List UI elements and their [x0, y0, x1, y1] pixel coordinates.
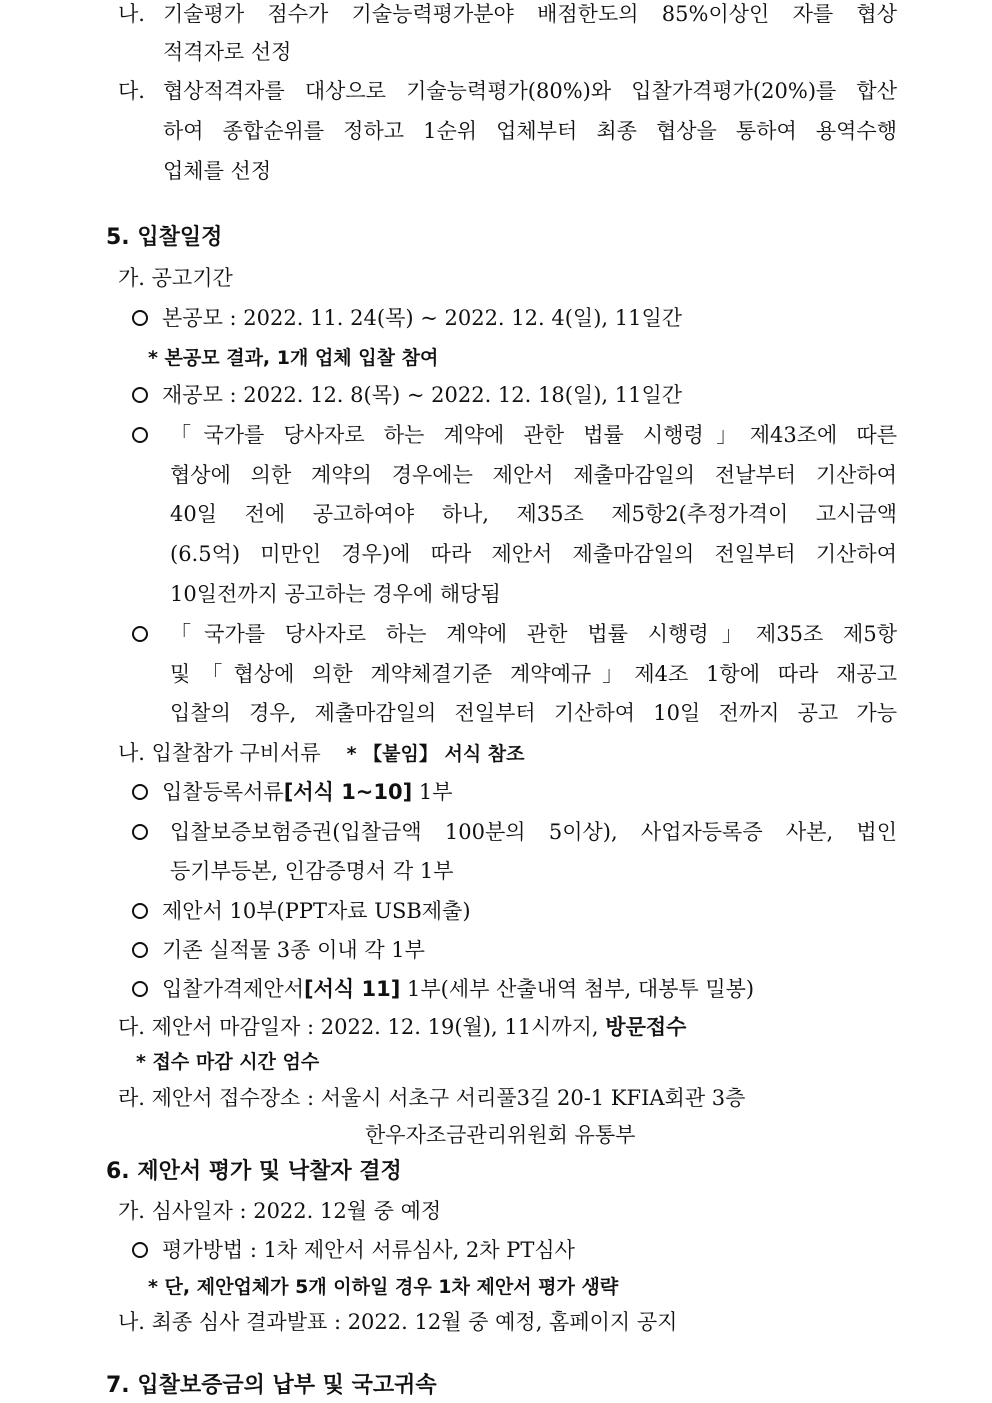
sec5-bullet-3-line5: 10일전까지 공고하는 경우에 해당됨: [170, 582, 501, 606]
bullet-circle-icon: [132, 387, 148, 403]
sec4-na-line1: 기술평가 점수가 기술능력평가분야 배점한도의 85%이상인 자를 협상: [163, 2, 897, 26]
sec5-bullet-3-line2: 협상에 의한 계약의 경우에는 제안서 제출마감일의 전날부터 기산하여: [170, 463, 897, 487]
sec4-da-label: 다.: [118, 79, 145, 103]
sec5-bullet-3-line3: 40일 전에 공고하여야 하나, 제35조 제5항2(추정가격이 고시금액: [170, 502, 897, 526]
sec5-bullet-3-marker: [132, 421, 162, 449]
sec5-da-note: * 접수 마감 시간 엄수: [136, 1051, 320, 1073]
sec4-da-line3: 업체를 선정: [163, 159, 272, 183]
sec4-na-line2: 적격자로 선정: [163, 40, 292, 64]
bullet-circle-icon: [132, 981, 148, 997]
sec6-bullet-1: 평가방법 : 1차 제안서 서류심사, 2차 PT심사: [132, 1236, 575, 1264]
sec5-na: 나. 입찰참가 구비서류 * 【붙임】 서식 참조: [118, 741, 525, 765]
sec5-ga: 가. 공고기간: [118, 266, 233, 290]
bullet-circle-icon: [132, 310, 148, 326]
sec5-bullet-1: 본공모 : 2022. 11. 24(목) ~ 2022. 12. 4(일), 11일간: [132, 304, 682, 332]
sec6-na: 나. 최종 심사 결과발표 : 2022. 12월 중 예정, 홈페이지 공지: [118, 1310, 678, 1334]
sec5-doc-5: 입찰가격제안서[서식 11] 1부(세부 산출내역 첨부, 대봉투 밀봉): [132, 975, 754, 1003]
sec5-doc-2-marker: [132, 818, 162, 846]
sec5-bullet-4-marker: [132, 620, 162, 648]
bullet-circle-icon: [132, 1242, 148, 1258]
bullet-circle-icon: [132, 903, 148, 919]
sec5-note-1: * 본공모 결과, 1개 업체 입찰 참여: [148, 347, 439, 369]
sec5-bullet-2: 재공모 : 2022. 12. 8(목) ~ 2022. 12. 18(일), 11일간: [132, 381, 682, 409]
bullet-circle-icon: [132, 784, 148, 800]
sec4-da-line2: 하여 종합순위를 정하고 1순위 업체부터 최종 협상을 통하여 용역수행: [163, 119, 897, 143]
sec5-ra-line1: 라. 제안서 접수장소 : 서울시 서초구 서리풀3길 20-1 KFIA회관 3층: [118, 1086, 746, 1110]
sec5-da: 다. 제안서 마감일자 : 2022. 12. 19(월), 11시까지, 방문접수: [118, 1015, 687, 1039]
bullet-circle-icon: [132, 942, 148, 958]
sec5-na-note: * 【붙임】 서식 참조: [346, 743, 525, 765]
sec5-doc-2-line2: 등기부등본, 인감증명서 각 1부: [170, 859, 454, 883]
sec5-ra-line2: 한우자조금관리위원회 유통부: [365, 1123, 636, 1147]
sec6-ga: 가. 심사일자 : 2022. 12월 중 예정: [118, 1199, 442, 1223]
sec5-bullet-3-line4: (6.5억) 미만인 경우)에 따라 제안서 제출마감일의 전일부터 기산하여: [170, 542, 897, 566]
sec5-doc-1: 입찰등록서류[서식 1~10] 1부: [132, 778, 453, 806]
sec5-doc-3: 제안서 10부(PPT자료 USB제출): [132, 897, 471, 925]
bullet-circle-icon: [132, 626, 148, 642]
sec5-bullet-3-line1: 「국가를 당사자로 하는 계약에 관한 법률 시행령」제43조에 따른: [170, 423, 897, 447]
sec4-na-label: 나.: [118, 2, 145, 26]
sec5-bullet-4-line2: 및「협상에 의한 계약체결기준 계약예규」제4조 1항에 따라 재공고: [170, 662, 897, 686]
sec5-bullet-4-line3: 입찰의 경우, 제출마감일의 전일부터 기산하여 10일 전까지 공고 가능: [170, 701, 897, 725]
section-7-title: 7. 입찰보증금의 납부 및 국고귀속: [106, 1373, 437, 1398]
sec5-bullet-4-line1: 「국가를 당사자로 하는 계약에 관한 법률 시행령」제35조 제5항: [170, 622, 897, 646]
sec5-doc-2-line1: 입찰보증보험증권(입찰금액 100분의 5이상), 사업자등록증 사본, 법인: [170, 820, 897, 844]
sec5-doc-4: 기존 실적물 3종 이내 각 1부: [132, 936, 425, 964]
bullet-circle-icon: [132, 824, 148, 840]
section-6-title: 6. 제안서 평가 및 낙찰자 결정: [106, 1159, 402, 1184]
bullet-circle-icon: [132, 427, 148, 443]
sec4-da-line1: 협상적격자를 대상으로 기술능력평가(80%)와 입찰가격평가(20%)를 합산: [163, 79, 897, 103]
section-5-title: 5. 입찰일정: [106, 225, 223, 250]
sec6-note-1: * 단, 제안업체가 5개 이하일 경우 1차 제안서 평가 생략: [148, 1276, 619, 1298]
